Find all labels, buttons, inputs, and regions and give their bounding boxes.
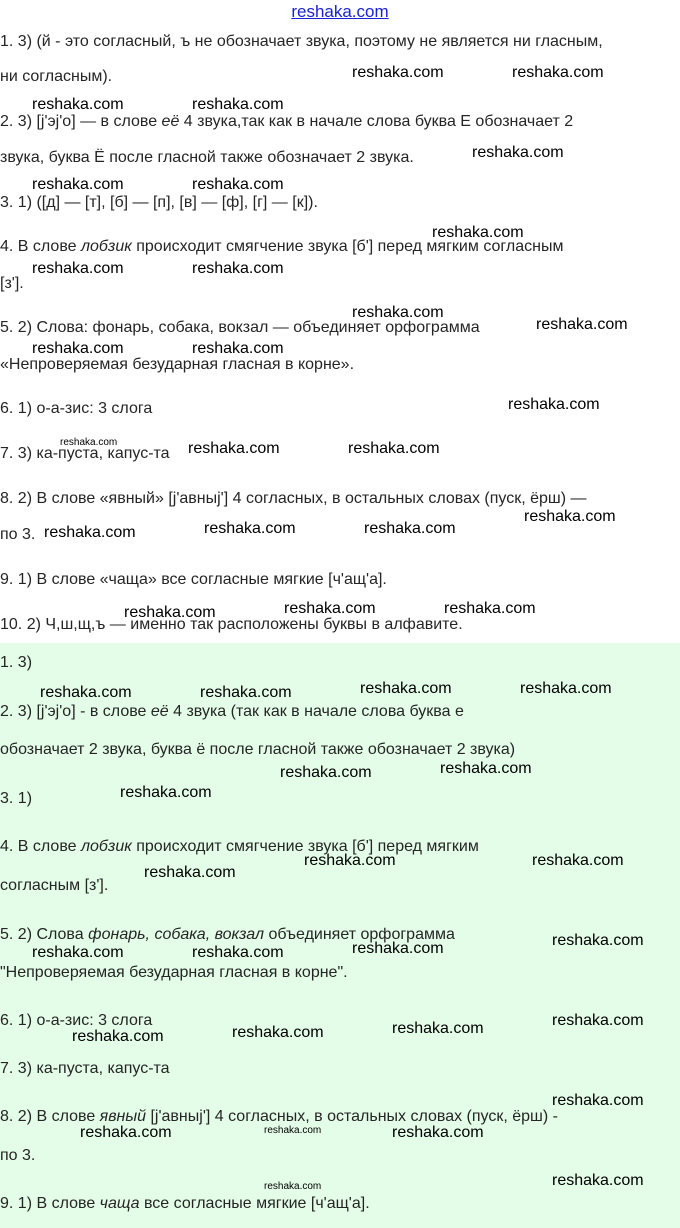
answer-1: 1. 3) (й - это согласный, ъ не обозначает звука, поэтому не является ни гласным, [0,33,603,50]
watermark: reshaka.com [192,340,284,357]
watermark: reshaka.com [304,852,396,869]
key-2-a: 2. 3) [j'эj'о] - в слове [0,703,151,720]
watermark: reshaka.com [72,1028,164,1045]
watermark: reshaka.com [204,520,296,537]
key-6: 6. 1) о-а-зис: 3 слога [0,1012,153,1029]
answer-3: 3. 1) ([д] — [т], [б] — [п], [в] — [ф], [г] — [к]). [0,194,318,211]
watermark: reshaka.com [284,600,376,617]
key-5-a: 5. 2) Слова [0,926,89,943]
site-header-link[interactable]: reshaka.com [291,2,389,21]
watermark: reshaka.com [352,304,444,321]
answer-2-word: её [161,113,180,130]
answer-9: 9. 1) В слове «чаща» все согласные мягкие [ч'ащ'а]. [0,571,387,588]
watermark: reshaka.com [80,1124,172,1141]
key-2-cont: обозначает 2 звука, буква ё после гласной также обозначает 2 звука) [0,741,516,758]
watermark: reshaka.com [524,508,616,525]
watermark: reshaka.com [32,260,124,277]
watermark: reshaka.com [520,680,612,697]
answer-5-cont: «Непроверяемая безударная гласная в корне». [0,356,355,373]
watermark: reshaka.com [348,440,440,457]
key-4 [0,837,479,857]
watermark: reshaka.com [432,224,524,241]
watermark-small: reshaka.com [60,437,118,448]
answer-2-a: 2. 3) [j'эj'о] — в слове [0,113,162,130]
watermark: reshaka.com [536,316,628,333]
answer-4-c: происходит смягчение звука [б'] перед мягким согласным [131,238,564,255]
watermark: reshaka.com [192,260,284,277]
key-2 [0,702,464,722]
key-8-c: [j'авныj'] 4 согласных, в остальных словах (пуск, ёрш) - [146,1108,558,1125]
watermark: reshaka.com [32,96,124,113]
watermark: reshaka.com [392,1020,484,1037]
watermark: reshaka.com [352,940,444,957]
answer-2 [0,112,573,132]
watermark: reshaka.com [120,784,212,801]
watermark: reshaka.com [552,1172,644,1189]
watermark: reshaka.com [192,176,284,193]
answer-2-cont: звука, буква Ё после гласной также обозначает 2 звука. [0,149,414,166]
watermark: reshaka.com [192,944,284,961]
watermark: reshaka.com [392,1124,484,1141]
answer-4-cont: [з']. [0,275,24,292]
answer-6: 6. 1) о-а-зис: 3 слога [0,400,153,417]
watermark: reshaka.com [32,176,124,193]
answer-7: 7. 3) ка-пуста, капус-та [0,445,170,462]
key-3: 3. 1) [0,790,33,807]
watermark: reshaka.com [144,864,236,881]
answer-8-cont: по 3. [0,526,36,543]
watermark: reshaka.com [532,852,624,869]
answer-4-a: 4. В слове [0,238,81,255]
watermark: reshaka.com [192,96,284,113]
answer-10: 10. 2) Ч,ш,щ,ъ — именно так расположены буквы в алфавите. [0,616,463,633]
key-5-words: фонарь, собака, вокзал [88,926,265,943]
key-4-cont: согласным [з']. [0,877,109,894]
watermark: reshaka.com [124,604,216,621]
answer-8: 8. 2) В слове «явный» [j'авныj'] 4 согласных, в остальных словах (пуск, ёрш) — [0,490,587,507]
watermark: reshaka.com [552,1092,644,1109]
key-8-word: явный [99,1108,147,1125]
watermark: reshaka.com [40,684,132,701]
watermark: reshaka.com [32,340,124,357]
key-4-c: происходит смягчение звука [б'] перед мягким [131,838,479,855]
watermark: reshaka.com [364,520,456,537]
answer-2-c: 4 звука,так как в начале слова буква Е обозначает 2 [179,113,574,130]
key-4-a: 4. В слове [0,838,81,855]
key-5-c: объединяет орфограмма [264,926,455,943]
key-8-cont: по 3. [0,1147,36,1164]
watermark-small: reshaka.com [264,1181,322,1192]
watermark: reshaka.com [508,396,600,413]
watermark: reshaka.com [360,680,452,697]
key-8-a: 8. 2) В слове [0,1108,100,1125]
answer-4-word: лобзик [80,238,132,255]
key-5-cont: "Непроверяемая безударная гласная в корне". [0,964,348,981]
watermark: reshaka.com [32,944,124,961]
watermark: reshaka.com [352,64,444,81]
watermark: reshaka.com [472,144,564,161]
key-7: 7. 3) ка-пуста, капус-та [0,1060,170,1077]
watermark: reshaka.com [200,684,292,701]
key-4-word: лобзик [80,838,132,855]
key-2-c: 4 звука (так как в начале слова буква е [168,703,464,720]
key-9 [0,1194,370,1214]
key-9-a: 9. 1) В слове [0,1195,100,1212]
key-2-word: её [150,703,169,720]
watermark: reshaka.com [512,64,604,81]
watermark: reshaka.com [280,764,372,781]
watermark: reshaka.com [232,1024,324,1041]
key-1: 1. 3) [0,654,33,671]
answer-1-cont: ни согласным). [0,68,113,85]
watermark-small: reshaka.com [264,1125,322,1136]
key-9-word: чаща [99,1195,140,1212]
watermark: reshaka.com [44,524,136,541]
watermark: reshaka.com [440,760,532,777]
answer-5: 5. 2) Слова: фонарь, собака, вокзал — объединяет орфограмма [0,319,480,336]
key-9-c: все согласные мягкие [ч'ащ'а]. [139,1195,370,1212]
watermark: reshaka.com [188,440,280,457]
watermark: reshaka.com [552,932,644,949]
watermark: reshaka.com [552,1012,644,1029]
watermark: reshaka.com [444,600,536,617]
